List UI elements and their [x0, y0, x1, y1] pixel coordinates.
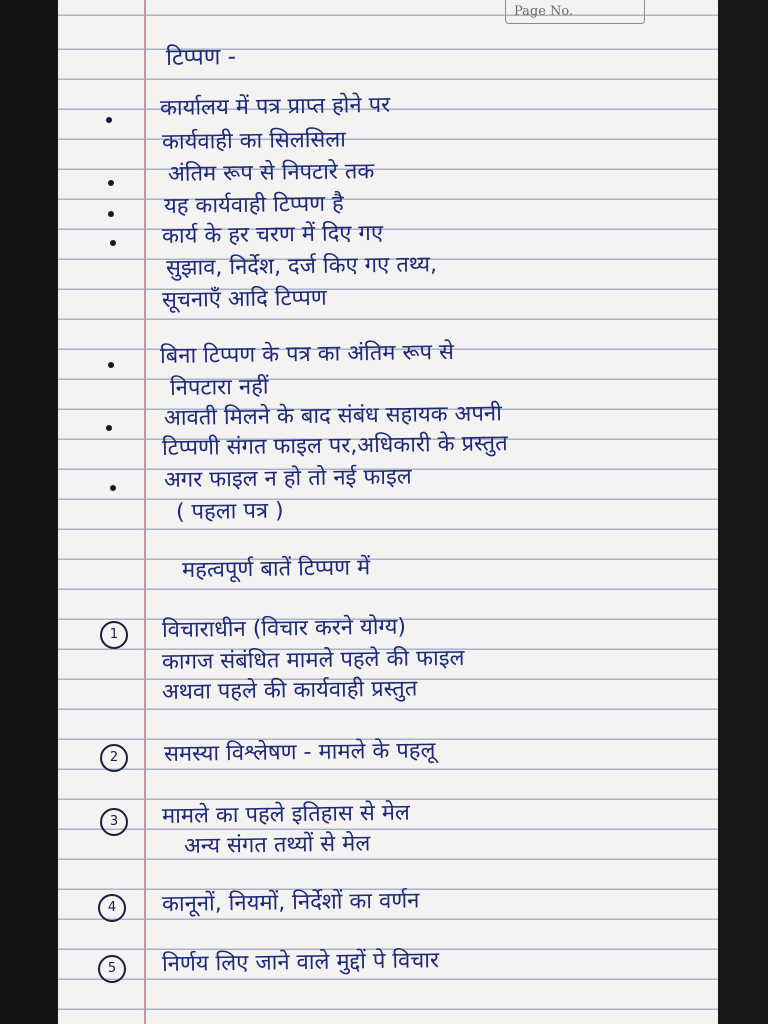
point-line: विचाराधीन (विचार करने योग्य)	[161, 614, 407, 643]
notebook-page	[58, 0, 718, 1024]
point-number: 3	[100, 808, 128, 836]
bullet	[108, 180, 114, 186]
page-number-label: Page No.	[514, 4, 574, 19]
point-line: अन्य संगत तथ्यों से मेल	[183, 831, 371, 859]
note-line: अगर फाइल न हो तो नई फाइल	[163, 464, 412, 493]
note-line: कार्य के हर चरण में दिए गए	[161, 220, 384, 249]
point-line: समस्या विश्लेषण - मामले के पहलू	[163, 738, 436, 767]
note-line: कार्यालय में पत्र प्राप्त होने पर	[159, 92, 391, 121]
point-number: 2	[100, 744, 128, 772]
note-line: ( पहला पत्र )	[175, 498, 284, 525]
bullet	[106, 425, 112, 431]
note-line: आवती मिलने के बाद संबंध सहायक अपनी	[163, 401, 502, 431]
binding-edge	[0, 0, 58, 1024]
bullet	[108, 362, 114, 368]
bullet	[110, 485, 116, 491]
note-line: सूचनाएँ आदि टिप्पण	[161, 285, 327, 313]
note-line: सुझाव, निर्देश, दर्ज किए गए तथ्य,	[165, 252, 438, 281]
note-line: बिना टिप्पण के पत्र का अंतिम रूप से	[159, 339, 455, 369]
page-number-box	[505, 0, 645, 24]
section-heading: महत्वपूर्ण बातें टिप्पण में	[181, 555, 371, 583]
point-line: कागज संबंधित मामले पहले की फाइल	[161, 645, 465, 675]
point-number: 4	[98, 894, 126, 922]
point-line: मामले का पहले इतिहास से मेल	[161, 800, 410, 829]
note-line: यह कार्यवाही टिप्पण है	[163, 191, 344, 219]
bullet	[108, 211, 114, 217]
bullet	[106, 117, 112, 123]
point-number: 5	[98, 955, 126, 983]
page-title: टिप्पण -	[165, 44, 237, 71]
note-line: अंतिम रूप से निपटारे तक	[167, 159, 375, 187]
point-line: अथवा पहले की कार्यवाही प्रस्तुत	[161, 676, 418, 705]
point-number: 1	[100, 621, 128, 649]
margin-line	[144, 0, 146, 1024]
point-line: कानूनों, नियमों, निर्देशों का वर्णन	[161, 888, 420, 917]
background-edge	[718, 0, 768, 1024]
note-line: निपटारा नहीं	[169, 374, 269, 401]
note-line: कार्यवाही का सिलसिला	[161, 127, 347, 155]
point-line: निर्णय लिए जाने वाले मुद्दों पे विचार	[161, 948, 440, 977]
note-line: टिप्पणी संगत फाइल पर,अधिकारी के प्रस्तुत	[161, 431, 508, 461]
bullet	[110, 240, 116, 246]
